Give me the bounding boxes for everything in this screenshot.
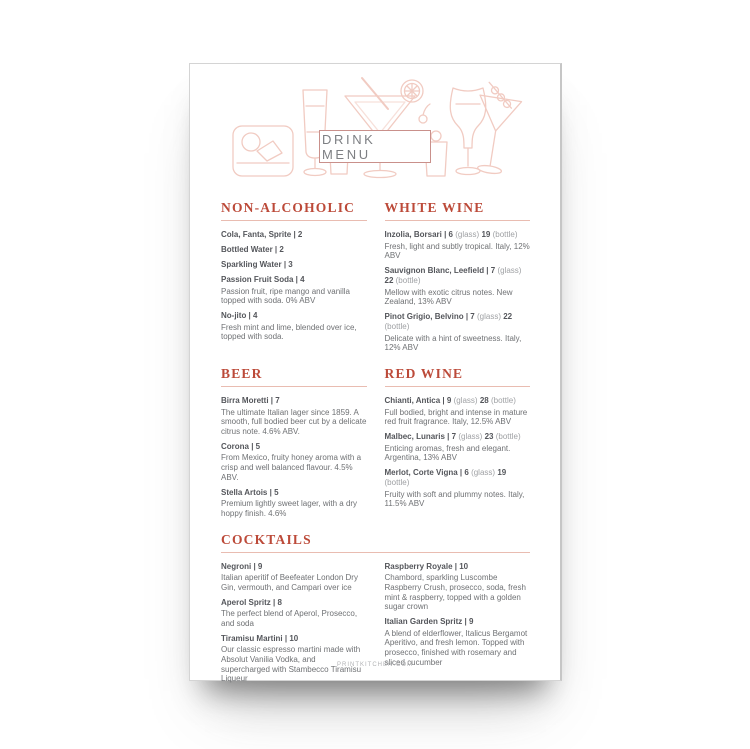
item-name-price: Stella Artois | 5: [221, 487, 279, 497]
watermark-text: PRINTKITCHEN.COM: [337, 662, 413, 668]
item-description: Our classic espresso martini made with Absolut Vanilia Vodka, and supercharged with Stambecco Tiramisu Liqueur: [221, 645, 362, 684]
item-description: A blend of elderflower, Italicus Bergamot Aperitivo, and fresh lemon. Topped with prosecco, finished with rosemary and sliced cucumber: [384, 628, 528, 667]
section-heading: COCKTAILS: [221, 532, 530, 553]
item-name-price: Tiramisu Martini | 10: [221, 633, 299, 643]
section-heading: WHITE WINE: [385, 200, 531, 221]
menu-item: [221, 488, 367, 519]
menu-title: DRINK MENU: [322, 131, 376, 162]
item-name-price: Malbec, Lunaris | 7 (glass) 23 (bottle): [384, 432, 521, 441]
menu-item: [385, 396, 531, 427]
section-red-wine: [385, 366, 531, 524]
menu-item: [221, 396, 367, 437]
item-name-price: Aperol Spritz | 8: [221, 597, 282, 607]
menu-page: [189, 63, 562, 684]
menu-item: [385, 562, 531, 613]
menu-item: [385, 312, 531, 353]
menu-item: [385, 617, 531, 668]
cocktails-left-column: [221, 562, 367, 690]
item-description: Passion fruit, ripe mango and vanilla topped with soda. 0% ABV: [221, 286, 350, 306]
item-name-price: Cola, Fanta, Sprite | 2: [221, 230, 303, 239]
item-name-price: Raspberry Royale | 10: [384, 561, 469, 571]
menu-item: [221, 311, 367, 342]
menu-item: [385, 432, 531, 463]
menu-sections-grid: [190, 200, 560, 689]
item-description: Italian aperitif of Beefeater London Dry Gin, vermouth, and Campari over ice: [221, 573, 358, 592]
section-heading: NON-ALCOHOLIC: [221, 200, 367, 221]
section-beer: [221, 366, 367, 524]
item-name-price: Merlot, Corte Vigna | 6 (glass) 19 (bottle): [384, 468, 507, 487]
item-name-price: Pinot Grigio, Belvino | 7 (glass) 22 (bottle): [384, 312, 513, 331]
menu-item: [221, 275, 367, 306]
item-name-price: Chianti, Antica | 9 (glass) 28 (bottle): [384, 396, 516, 405]
cocktails-right-column: [385, 562, 531, 690]
item-name-price: Birra Moretti | 7: [221, 396, 280, 405]
cocktails-columns: [221, 562, 530, 690]
item-description: The perfect blend of Aperol, Prosecco, and soda: [221, 609, 358, 628]
item-description: Full bodied, bright and intense in mature red fruit fragrance. Italy, 12.5% ABV: [384, 407, 528, 427]
item-name-price: Passion Fruit Soda | 4: [221, 275, 305, 284]
menu-item: [221, 634, 367, 685]
item-description: Delicate with a hint of sweetness. Italy, 12% ABV: [384, 333, 522, 353]
item-description: Fresh, light and subtly tropical. Italy, 12% ABV: [384, 241, 530, 261]
item-name-price: Negroni | 9: [221, 561, 263, 571]
section-heading: RED WINE: [385, 366, 531, 387]
item-description: From Mexico, fruity honey aroma with a crisp and well balanced flavour. 4.5% ABV.: [221, 453, 362, 482]
item-name-price: Sparkling Water | 3: [221, 260, 293, 269]
menu-item: [385, 266, 531, 307]
menu-item: [221, 260, 367, 270]
menu-item: [385, 468, 531, 509]
menu-item: [221, 562, 367, 593]
section-heading: BEER: [221, 366, 367, 387]
section-non-alcoholic: [221, 200, 367, 358]
item-name-price: Italian Garden Spritz | 9: [384, 617, 474, 626]
menu-header: [190, 76, 560, 184]
item-description: Mellow with exotic citrus notes. New Zealand, 13% ABV: [384, 287, 513, 307]
item-description: Enticing aromas, fresh and elegant. Argentina, 13% ABV: [384, 443, 511, 463]
item-description: The ultimate Italian lager since 1859. A smooth, full bodied beer cut by a delicate citrus note. 4.6% ABV.: [221, 407, 367, 436]
section-white-wine: [385, 200, 531, 358]
menu-title-box: [319, 130, 431, 163]
menu-item: [221, 442, 367, 483]
item-description: Premium lightly sweet lager, with a dry hoppy finish. 4.6%: [221, 499, 358, 518]
item-name-price: No-jito | 4: [221, 311, 258, 320]
item-name-price: Sauvignon Blanc, Leefield | 7 (glass) 22 (bottle): [384, 266, 522, 285]
drink-glasses-illustration-icon: [227, 76, 523, 182]
menu-item: [221, 230, 367, 240]
item-description: Chambord, sparkling Luscombe Raspberry Crush, prosecco, soda, fresh mint & raspberry, topped with a golden sugar crown: [384, 573, 526, 612]
menu-item: [385, 230, 531, 261]
menu-item: [221, 598, 367, 629]
item-name-price: Corona | 5: [221, 441, 261, 451]
item-name-price: Inzolia, Borsari | 6 (glass) 19 (bottle): [384, 230, 518, 239]
item-name-price: Bottled Water | 2: [221, 245, 284, 254]
item-description: Fruity with soft and plummy notes. Italy, 11.5% ABV: [384, 489, 525, 509]
item-description: Fresh mint and lime, blended over ice, topped with soda.: [221, 322, 357, 342]
menu-item: [221, 245, 367, 255]
